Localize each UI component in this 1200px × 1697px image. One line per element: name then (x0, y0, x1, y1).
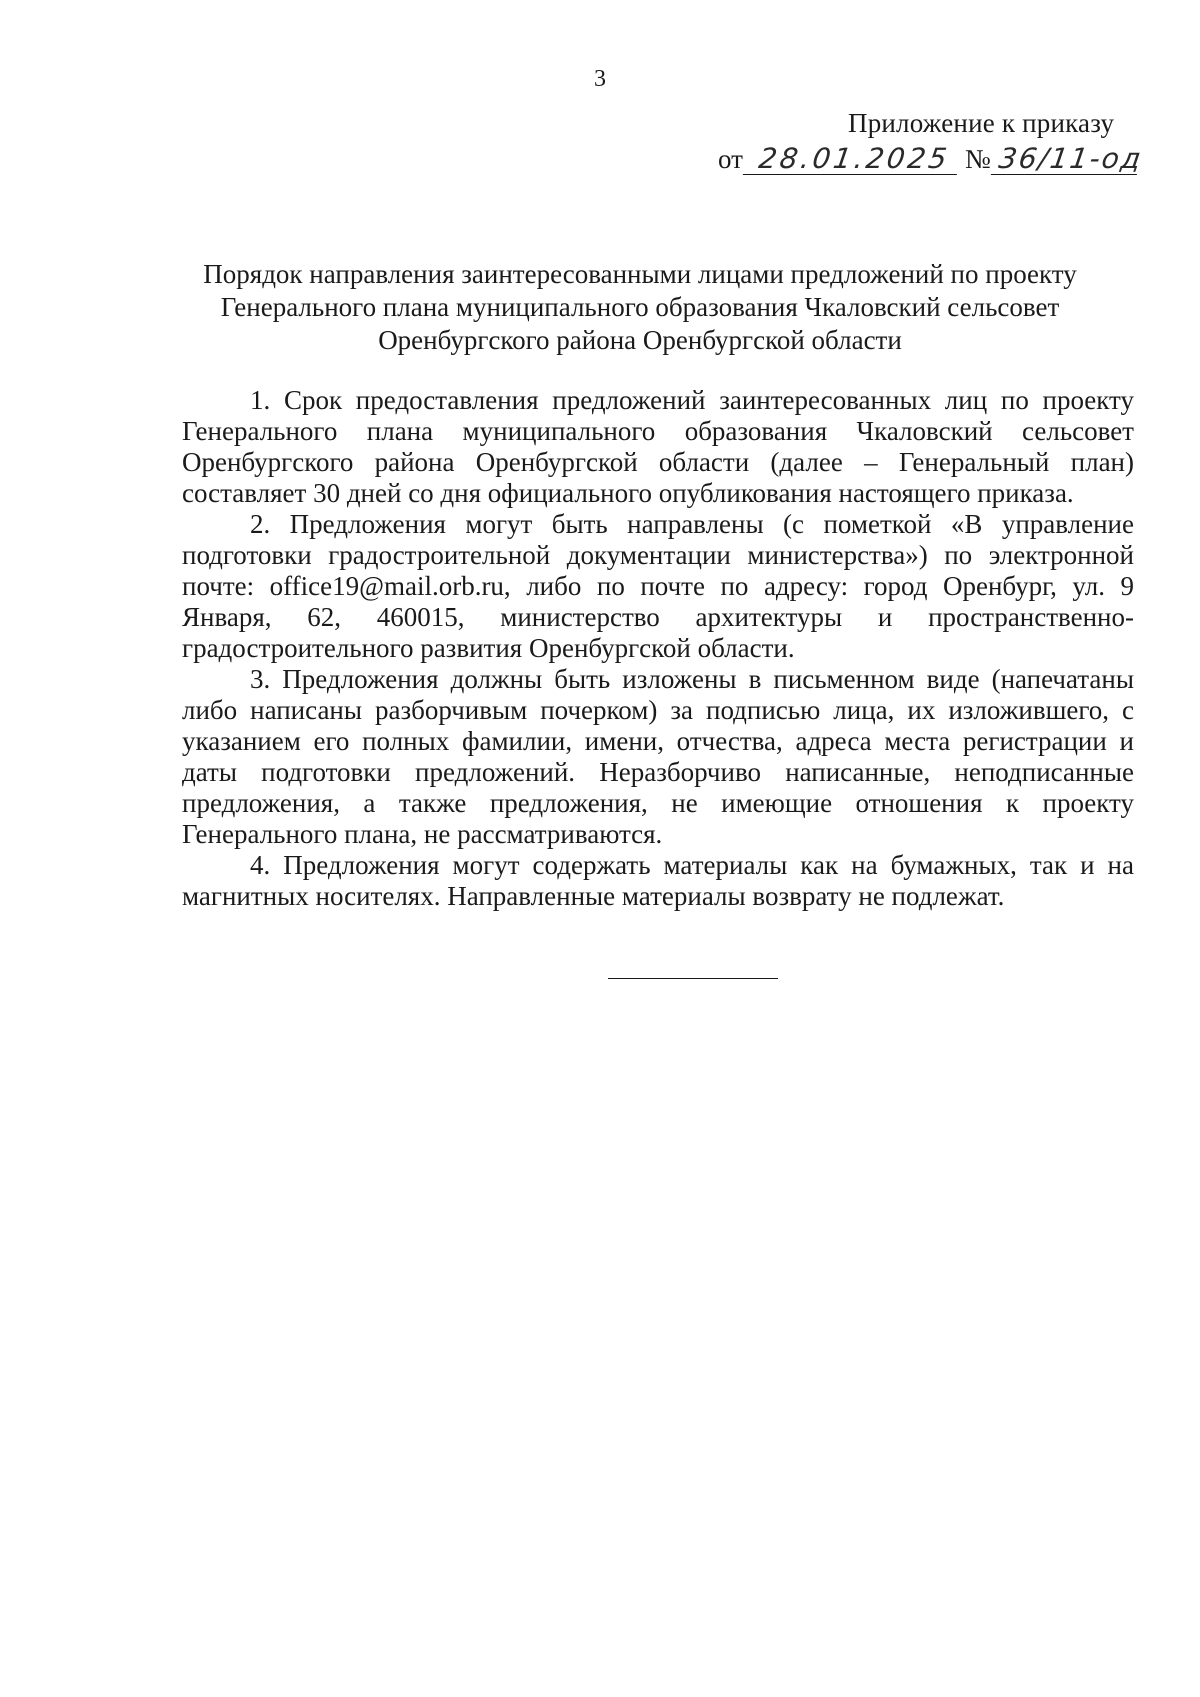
document-body (182, 385, 1134, 912)
number-sign: № (964, 144, 991, 174)
page-number: 3 (594, 66, 606, 92)
paragraph-2: 2. Предложения могут быть направлены (с пометкой «В управление подготовки градостроительной документации министерства») по электронной почте: office19@mail.orb.ru, либо по почте по адресу: город Оренбург, ул. 9 Января, 62, 460015, министерство архитектуры и пространственно-градостроительного развития Оренбургской области. (182, 509, 1134, 663)
document-title: Порядок направления заинтересованными лицами предложений по проекту Генерального плана муниципального образования Чкаловский сельсовет Оренбургского района Оренбургской области (203, 259, 1077, 355)
end-of-document-rule (608, 978, 778, 979)
handwritten-order-date: 28.01.2025 (743, 144, 961, 175)
paragraph-1: 1. Срок предоставления предложений заинтересованных лиц по проекту Генерального плана муниципального образования Чкаловский сельсовет Оренбургского района Оренбургской области (далее – Генеральный план) составляет 30 дней со дня официального опубликования настоящего приказа. (182, 385, 1134, 508)
order-date-prefix: от (718, 144, 743, 174)
paragraph-3: 3. Предложения должны быть изложены в письменном виде (напечатаны либо написаны разборчивым почерком) за подписью лица, их изложившего, с указанием его полных фамилии, имени, отчества, адреса места регистрации и даты подготовки предложений. Неразборчиво написанные, неподписанные предложения, а также предложения, не имеющие отношения к проекту Генерального плана, не рассматриваются. (182, 664, 1134, 849)
paragraph-4: 4. Предложения могут содержать материалы как на бумажных, так и на магнитных носителях. Направленные материалы возврату не подлежат. (182, 850, 1134, 911)
handwritten-order-number: 36/11-од (991, 144, 1141, 175)
appendix-label: Приложение к приказу (848, 108, 1115, 138)
order-reference-line (718, 142, 1145, 175)
